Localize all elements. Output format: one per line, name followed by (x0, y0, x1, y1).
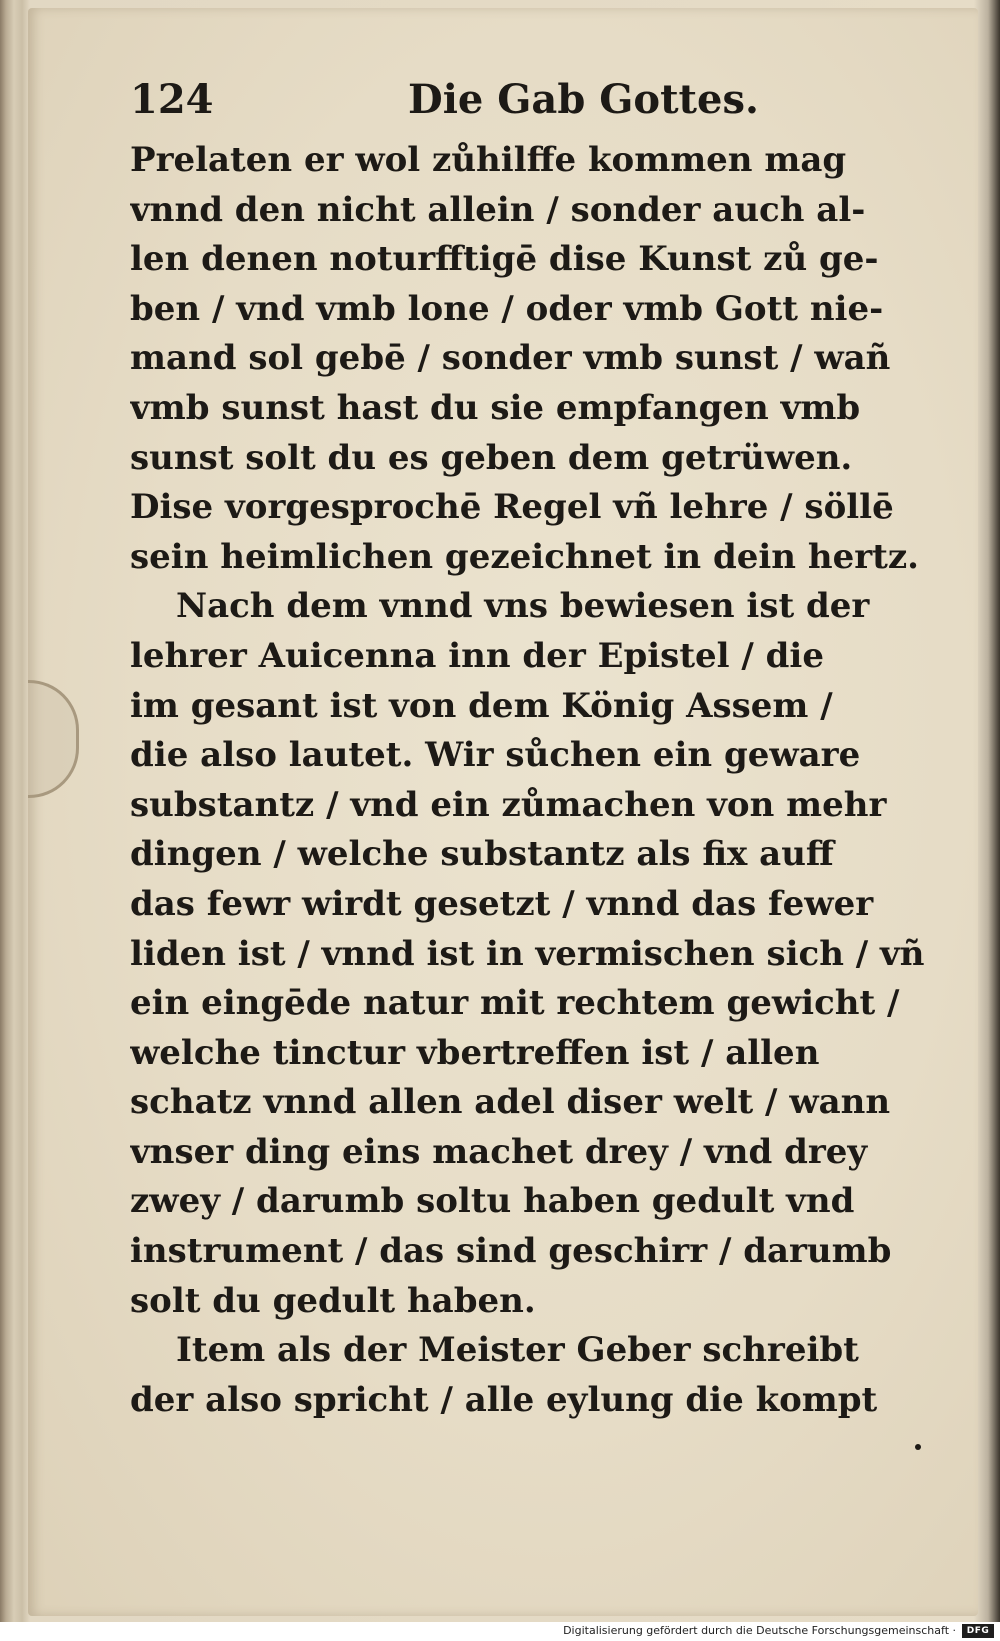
page-text (130, 70, 930, 1425)
dfg-logo-icon: DFG (962, 1624, 994, 1638)
text-line-14: substantz / vnd ein zůmachen von mehr (130, 784, 887, 825)
text-line-6: vmb sunst hast du sie empfangen vmb (130, 387, 861, 428)
text-line-18: ein eingēde natur mit rechtem gewicht / (130, 983, 900, 1024)
text-line-9: sein heimlichen gezeichnet in dein hertz. (130, 536, 919, 577)
page-number: 124 (130, 76, 214, 123)
text-line-8: Dise vorgesprochē Regel vñ lehre / söllē (130, 487, 894, 528)
text-line-5: mand sol gebē / sonder vmb sunst / wañ (130, 338, 891, 379)
text-line-16: das fewr wirdt gesetzt / vnnd das fewer (130, 883, 874, 924)
text-line-13: die also lautet. Wir sůchen ein geware (130, 735, 861, 776)
text-line-19: welche tinctur vbertreffen ist / allen (130, 1032, 820, 1073)
text-line-1: Prelaten er wol zůhilffe kommen mag (130, 140, 847, 180)
text-line-3: len denen noturfftigē dise Kunst zů ge- (130, 239, 879, 280)
text-line-26: der also spricht / alle eylung die kompt (130, 1379, 878, 1420)
funding-credit: Digitalisierung gefördert durch die Deutsche Forschungsgemeinschaft · (563, 1624, 956, 1637)
text-line-24: solt du gedult haben. (130, 1280, 536, 1321)
text-line-17: liden ist / vnnd ist in vermischen sich / vñ (130, 933, 925, 974)
text-line-4: ben / vnd vmb lone / oder vmb Gott nie- (130, 288, 884, 329)
text-line-20: schatz vnnd allen adel diser welt / wann (130, 1082, 891, 1123)
digitization-footer (0, 1622, 1000, 1641)
ink-dot (915, 1444, 921, 1450)
text-line-10: Nach dem vnnd vns bewiesen ist der (176, 586, 870, 627)
running-head (130, 70, 930, 136)
text-line-23: instrument / das sind geschirr / darumb (130, 1231, 892, 1272)
text-line-11: lehrer Auicenna inn der Epistel / die (130, 635, 824, 676)
text-line-25: Item als der Meister Geber schreibt (176, 1330, 859, 1371)
running-title: Die Gab Gottes. (408, 76, 759, 123)
book-clasp (28, 680, 79, 798)
text-line-7: sunst solt du es geben dem getrüwen. (130, 437, 853, 478)
text-line-2: vnnd den nicht allein / sonder auch al- (130, 189, 866, 230)
text-line-12: im gesant ist von dem König Assem / (130, 685, 833, 726)
text-line-21: vnser ding eins machet drey / vnd drey (130, 1131, 868, 1172)
text-line-15: dingen / welche substantz als fix auff (130, 834, 834, 875)
text-line-22: zwey / darumb soltu haben gedult vnd (130, 1181, 855, 1222)
